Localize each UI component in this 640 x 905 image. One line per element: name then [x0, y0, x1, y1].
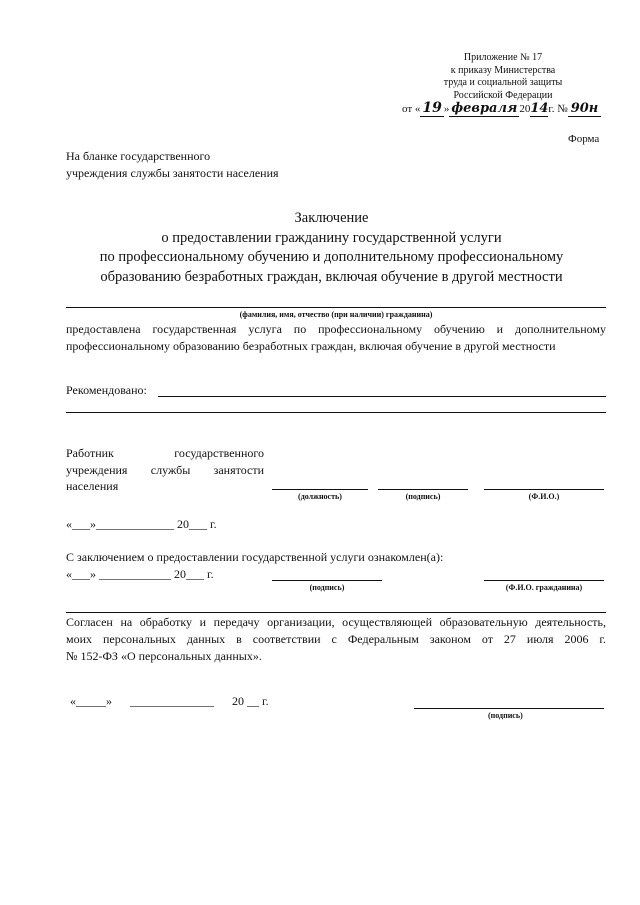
provided-line-2: профессиональному образованию безработных граждан, включая обучение в другой местности [66, 339, 556, 353]
date-blank-3: «_____» ______________ 20 __ г. [70, 694, 269, 708]
annex-line-3: труда и социальной защиты [443, 77, 563, 88]
annex-date-day: 19 [422, 100, 442, 116]
blank-note [66, 148, 279, 182]
annex-date-line [402, 100, 612, 122]
position-caption: (должность) [298, 492, 342, 501]
annex-date-prefix: от « [402, 103, 421, 115]
provided-line-1: предоставлена государственная услуга по профессиональному обучению и дополнительному [66, 322, 606, 336]
document-title [40, 209, 623, 287]
worker-line-1: Работник государственного [66, 446, 264, 460]
date-blank-1: «___»_____________ 20___ г. [66, 517, 217, 531]
annex-line-4: Российской Федерации [453, 89, 553, 101]
recommended-line-1 [158, 396, 606, 397]
worker-fio-line [484, 489, 604, 490]
provided-text [66, 321, 606, 355]
citizen-fio-line [484, 580, 604, 581]
title-line-4: образованию безработных граждан, включая обучение в другой местности [100, 268, 563, 285]
recommended-line-2 [66, 412, 606, 413]
consent-line-3: № 152-ФЗ «О персональных данных». [66, 649, 262, 663]
citizen-signature-caption: (подпись) [309, 583, 345, 592]
form-label: Форма [568, 133, 600, 145]
fio-caption: (фамилия, имя, отчество (при наличии) гражданина) [239, 310, 433, 319]
title-line-3: по профессиональному обучению и дополнительному профессиональному [99, 249, 564, 265]
worker-signature-caption: (подпись) [405, 492, 441, 501]
consent-line-1: Согласен на обработку и передачу организации, осуществляющей образовательную деятельность, [66, 615, 606, 629]
worker-signature-line [378, 489, 468, 490]
annex-block [418, 52, 588, 102]
worker-line-2: учреждения службы занятости [66, 462, 264, 477]
consent-text [66, 614, 606, 665]
annex-date-mid: » [443, 103, 450, 115]
blank-line-1: На бланке государственного [66, 149, 211, 163]
annex-date-year: 14 [530, 101, 549, 116]
consent-signature-line [414, 708, 604, 709]
title-line-1: Заключение [294, 210, 369, 226]
worker-fio-caption: (Ф.И.О.) [528, 492, 560, 501]
citizen-signature-line [272, 580, 382, 581]
worker-label [66, 445, 264, 495]
annex-date-month: февраля [451, 101, 518, 116]
blank-line-2: учреждения службы занятости населения [66, 166, 279, 180]
date-blank-2: «___» ____________ 20___ г. [66, 567, 214, 581]
recommended-label: Рекомендовано: [66, 383, 147, 397]
consent-signature-caption: (подпись) [488, 711, 523, 720]
fio-line [66, 307, 606, 308]
consent-divider [66, 612, 606, 613]
position-line [272, 489, 368, 490]
worker-line-3: населения [66, 479, 119, 493]
acquainted-text: С заключением о предоставлении государственной услуги ознакомлен(а): [66, 550, 444, 564]
annex-line-2: к приказу Министерства [450, 64, 556, 76]
annex-date-number-prefix: г. № [548, 103, 568, 115]
annex-line-1: Приложение № 17 [463, 52, 543, 63]
annex-date-year-prefix: 20 [519, 103, 531, 115]
citizen-fio-caption: (Ф.И.О. гражданина) [505, 583, 583, 592]
title-line-2: о предоставлении гражданину государственной услуги [161, 229, 502, 246]
consent-line-2: моих персональных данных в соответствии с Федеральным законом от 27 июля 2006 г. [66, 632, 606, 646]
annex-date-number: 90н [568, 101, 602, 117]
